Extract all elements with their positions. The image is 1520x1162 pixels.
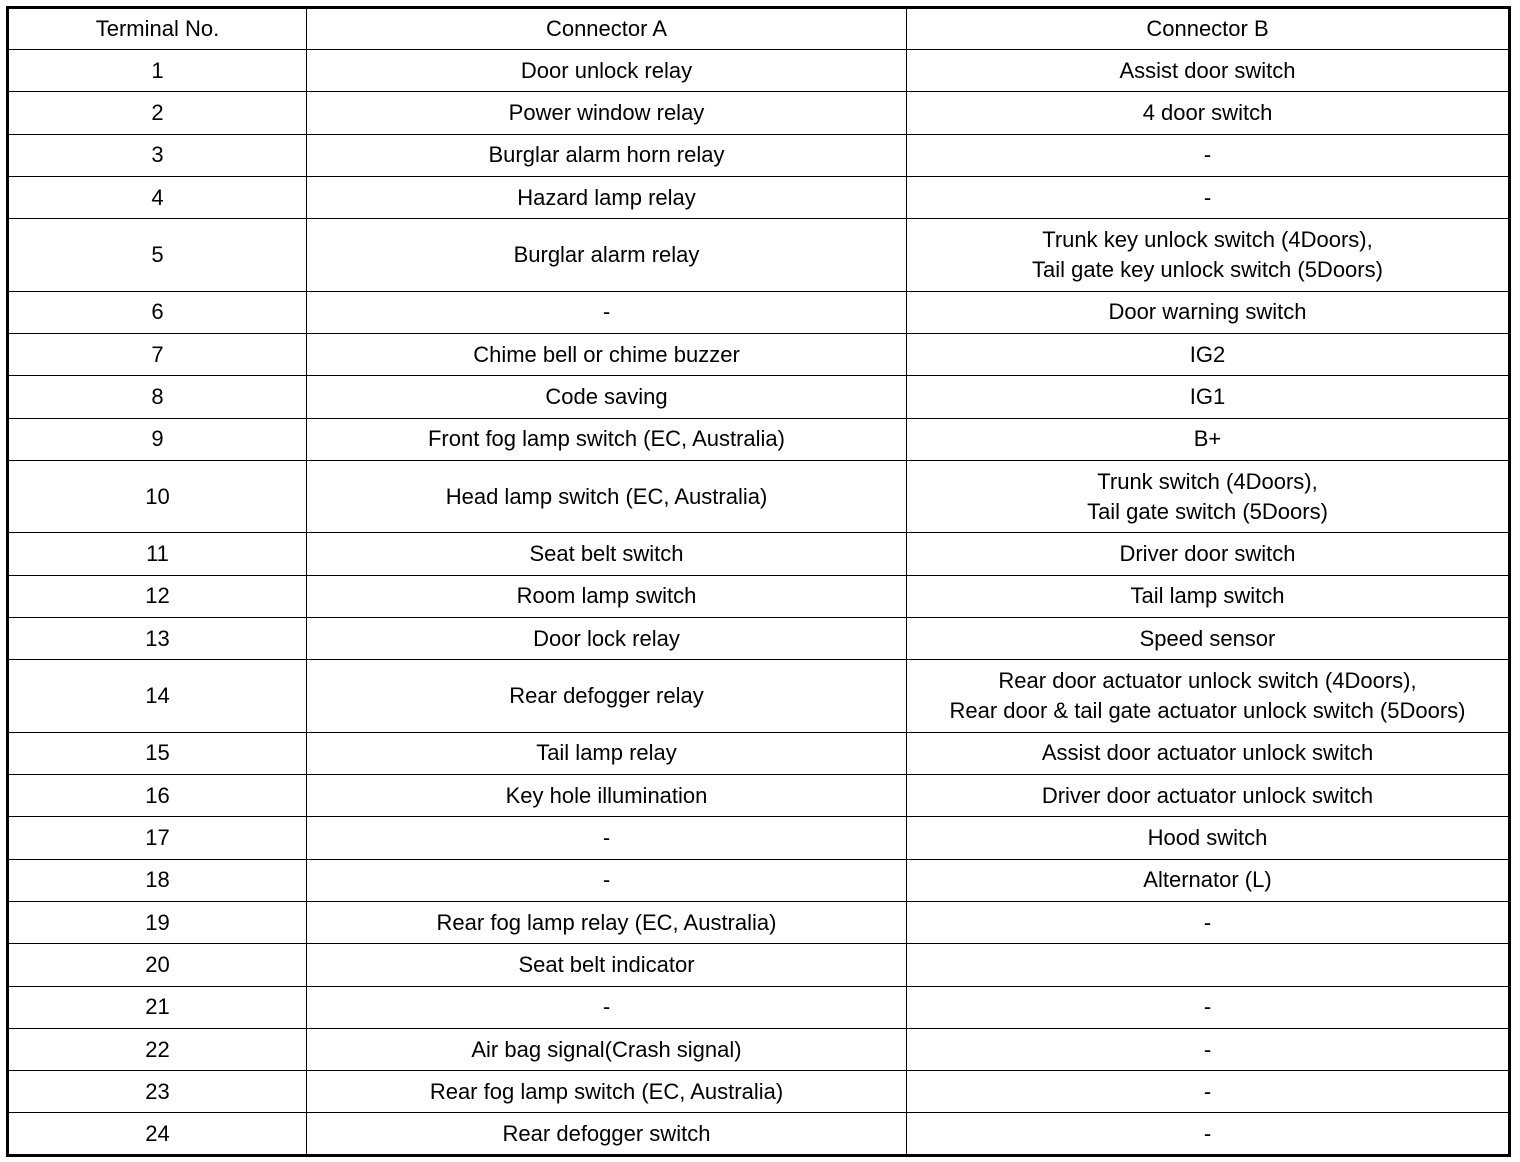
connector-a-cell: Burglar alarm horn relay [307,134,907,176]
header-row [8,8,1510,50]
terminal-no: 9 [8,418,307,460]
connector-b-cell: Trunk switch (4Doors), Tail gate switch (5Doors) [907,460,1510,533]
terminal-no: 7 [8,334,307,376]
connector-b-cell: IG1 [907,376,1510,418]
table-row [8,219,1510,292]
table-row [8,134,1510,176]
connector-a-cell: Front fog lamp switch (EC, Australia) [307,418,907,460]
terminal-no: 5 [8,219,307,292]
connector-b-cell: - [907,902,1510,944]
table-row [8,50,1510,92]
connector-b-cell: Alternator (L) [907,859,1510,901]
table-row [8,1028,1510,1070]
connector-b-cell: - [907,1113,1510,1156]
terminal-no: 12 [8,575,307,617]
connector-a-cell: Key hole illumination [307,775,907,817]
connector-a-cell: Door lock relay [307,618,907,660]
connector-a-cell: Rear fog lamp relay (EC, Australia) [307,902,907,944]
table-row [8,460,1510,533]
connector-a-cell: Power window relay [307,92,907,134]
terminal-no: 10 [8,460,307,533]
connector-b-cell [907,944,1510,986]
table-row [8,618,1510,660]
table-row [8,660,1510,733]
connector-b-cell: Rear door actuator unlock switch (4Doors), Rear door & tail gate actuator unlock switch (5Doors) [907,660,1510,733]
connector-a-cell: - [307,291,907,333]
table-row [8,176,1510,218]
connector-b-cell: Driver door switch [907,533,1510,575]
table-row [8,334,1510,376]
connector-a-cell: Hazard lamp relay [307,176,907,218]
table-row [8,817,1510,859]
table-row [8,859,1510,901]
table-row [8,1113,1510,1156]
connector-a-cell: Door unlock relay [307,50,907,92]
connector-a-cell: - [307,986,907,1028]
terminal-no: 8 [8,376,307,418]
connector-b-cell: Door warning switch [907,291,1510,333]
table-row [8,986,1510,1028]
connector-a-cell: - [307,817,907,859]
connector-b-cell: B+ [907,418,1510,460]
connector-a-cell: Chime bell or chime buzzer [307,334,907,376]
connector-b-cell: Assist door switch [907,50,1510,92]
connector-a-cell: Rear defogger relay [307,660,907,733]
table-body [8,50,1510,1156]
table-row [8,1071,1510,1113]
header-connector-b: Connector B [907,8,1510,50]
table-row [8,418,1510,460]
header-connector-a: Connector A [307,8,907,50]
terminal-no: 6 [8,291,307,333]
table-row [8,575,1510,617]
terminal-no: 18 [8,859,307,901]
connector-a-cell: Seat belt indicator [307,944,907,986]
connector-a-cell: Burglar alarm relay [307,219,907,292]
terminal-no: 4 [8,176,307,218]
terminal-no: 22 [8,1028,307,1070]
terminal-no: 21 [8,986,307,1028]
connector-b-cell: Speed sensor [907,618,1510,660]
connector-a-cell: Seat belt switch [307,533,907,575]
terminal-no: 24 [8,1113,307,1156]
terminal-table [6,6,1511,1157]
connector-a-cell: Air bag signal(Crash signal) [307,1028,907,1070]
terminal-no: 13 [8,618,307,660]
connector-b-cell: - [907,134,1510,176]
header-terminal-no: Terminal No. [8,8,307,50]
connector-b-cell: - [907,176,1510,218]
terminal-no: 20 [8,944,307,986]
terminal-no: 1 [8,50,307,92]
connector-b-cell: 4 door switch [907,92,1510,134]
connector-b-cell: - [907,1071,1510,1113]
table-row [8,732,1510,774]
connector-a-cell: Room lamp switch [307,575,907,617]
table-row [8,376,1510,418]
terminal-no: 17 [8,817,307,859]
table-row [8,902,1510,944]
table-row [8,92,1510,134]
terminal-no: 14 [8,660,307,733]
terminal-no: 11 [8,533,307,575]
table-row [8,944,1510,986]
table-row [8,775,1510,817]
connector-a-cell: Head lamp switch (EC, Australia) [307,460,907,533]
connector-b-cell: IG2 [907,334,1510,376]
connector-b-cell: Tail lamp switch [907,575,1510,617]
terminal-no: 2 [8,92,307,134]
table-row [8,291,1510,333]
connector-b-cell: Hood switch [907,817,1510,859]
connector-b-cell: - [907,986,1510,1028]
terminal-no: 15 [8,732,307,774]
connector-b-cell: Assist door actuator unlock switch [907,732,1510,774]
terminal-no: 3 [8,134,307,176]
connector-a-cell: Rear fog lamp switch (EC, Australia) [307,1071,907,1113]
connector-b-cell: Driver door actuator unlock switch [907,775,1510,817]
table-row [8,533,1510,575]
connector-a-cell: - [307,859,907,901]
terminal-no: 16 [8,775,307,817]
connector-a-cell: Rear defogger switch [307,1113,907,1156]
terminal-no: 19 [8,902,307,944]
connector-a-cell: Code saving [307,376,907,418]
connector-a-cell: Tail lamp relay [307,732,907,774]
terminal-no: 23 [8,1071,307,1113]
table-header [8,8,1510,50]
connector-b-cell: Trunk key unlock switch (4Doors), Tail gate key unlock switch (5Doors) [907,219,1510,292]
connector-b-cell: - [907,1028,1510,1070]
